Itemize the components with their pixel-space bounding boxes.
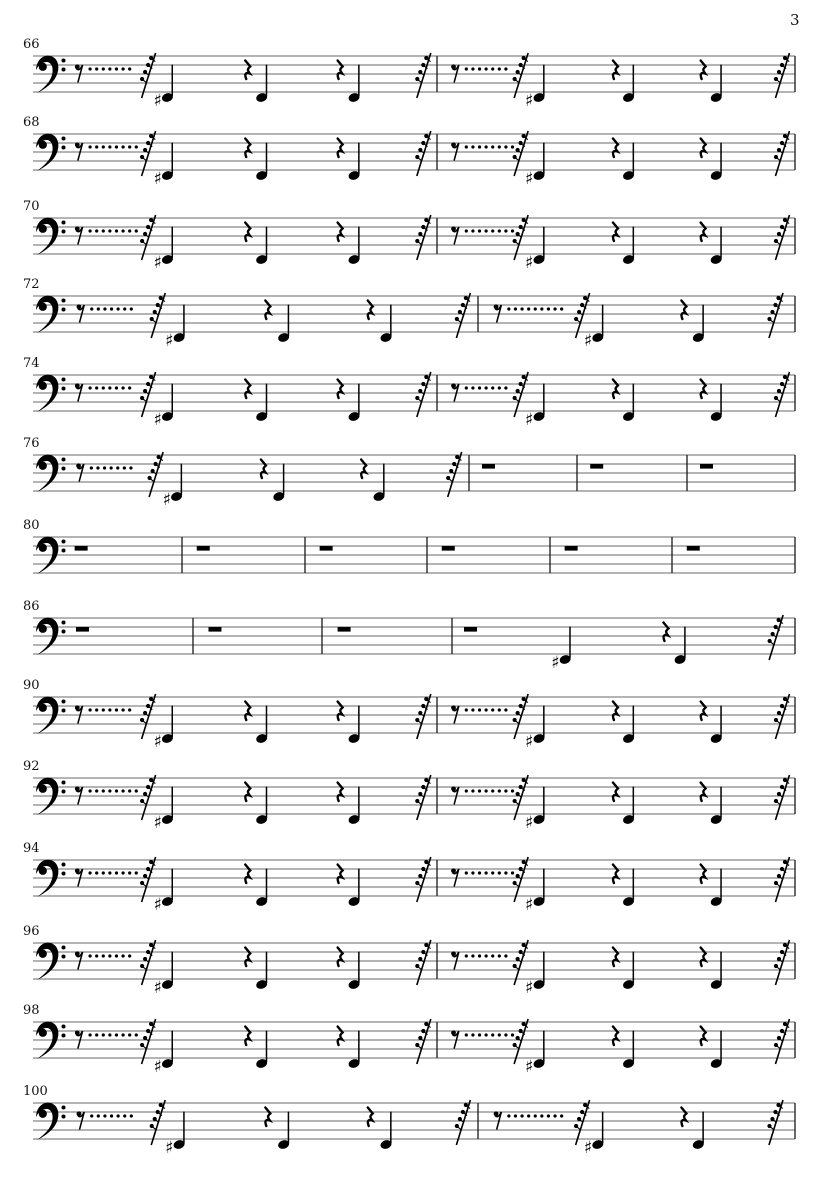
grace-slash-figure <box>774 131 790 176</box>
sharp-accidental: ♯ <box>525 978 534 998</box>
measure-number: 86 <box>23 599 40 614</box>
quarter-rest <box>265 301 270 320</box>
grace-slash-figure <box>774 694 790 739</box>
grace-slash-figure <box>415 940 431 985</box>
quarter-note-sharp <box>525 143 546 190</box>
grace-slash-figure <box>774 857 790 902</box>
eighth-rest-dotted-run <box>451 1030 514 1048</box>
quarter-note <box>347 787 360 826</box>
quarter-rest <box>701 139 706 158</box>
grace-slash-figure <box>415 53 431 98</box>
grace-slash-figure <box>415 857 431 902</box>
whole-rest <box>700 464 713 469</box>
quarter-rest <box>368 1108 373 1127</box>
quarter-rest <box>338 61 343 80</box>
whole-rest <box>464 627 477 632</box>
quarter-note-sharp <box>525 952 546 999</box>
sharp-accidental: ♯ <box>525 1057 534 1077</box>
quarter-note-sharp <box>153 787 174 834</box>
eighth-rest-dotted-run <box>451 868 514 886</box>
grace-slash-figure <box>415 1019 431 1064</box>
whole-rest <box>197 546 210 551</box>
quarter-note-sharp <box>153 227 174 274</box>
quarter-note <box>622 1031 635 1070</box>
eighth-rest-dotted-run <box>451 64 507 82</box>
quarter-note-sharp <box>153 1031 174 1078</box>
quarter-note-sharp <box>525 787 546 834</box>
quarter-rest <box>338 380 343 399</box>
measure-number: 90 <box>23 678 40 693</box>
quarter-note <box>255 706 268 745</box>
quarter-rest <box>701 865 706 884</box>
quarter-rest <box>368 301 373 320</box>
quarter-rest <box>245 1027 250 1046</box>
eighth-rest-dotted-run <box>76 463 132 481</box>
quarter-rest <box>338 865 343 884</box>
system-72 <box>23 277 795 351</box>
quarter-note <box>255 384 268 423</box>
quarter-note <box>622 869 635 908</box>
quarter-note <box>622 384 635 423</box>
quarter-note <box>255 952 268 991</box>
quarter-rest <box>701 380 706 399</box>
sharp-accidental: ♯ <box>583 331 593 351</box>
eighth-rest-dotted-run <box>75 383 131 401</box>
quarter-rest <box>361 460 366 479</box>
quarter-note <box>622 65 635 104</box>
grace-slash-figure <box>415 131 431 176</box>
measure-number: 70 <box>23 199 40 214</box>
whole-rest <box>590 464 603 469</box>
sharp-accidental: ♯ <box>525 895 534 915</box>
quarter-note <box>692 1112 705 1151</box>
eighth-rest-dotted-run <box>75 226 138 244</box>
quarter-rest <box>245 139 250 158</box>
grace-slash-figure <box>415 372 431 417</box>
quarter-note <box>347 65 360 104</box>
quarter-note <box>710 952 723 991</box>
sharp-accidental: ♯ <box>525 732 534 752</box>
sharp-accidental: ♯ <box>153 732 162 752</box>
grace-slash-figure <box>415 775 431 820</box>
eighth-rest-dotted-run <box>451 951 507 969</box>
whole-rest <box>75 546 88 551</box>
eighth-rest-dotted-run <box>451 786 514 804</box>
sharp-accidental: ♯ <box>153 1057 162 1077</box>
quarter-note <box>347 1031 360 1070</box>
grace-slash-figure <box>455 293 471 338</box>
quarter-note-sharp <box>153 143 174 190</box>
measure-number: 66 <box>23 37 40 52</box>
quarter-note <box>272 464 285 503</box>
eighth-rest-dotted-run <box>494 304 564 322</box>
grace-slash-figure <box>455 1100 471 1145</box>
system-94 <box>23 841 795 915</box>
quarter-rest <box>613 61 618 80</box>
sharp-accidental: ♯ <box>165 331 174 351</box>
whole-rest <box>338 627 351 632</box>
grace-slash-figure <box>150 293 166 338</box>
sharp-accidental: ♯ <box>551 653 560 673</box>
quarter-note <box>277 305 290 344</box>
quarter-rest <box>613 1027 618 1046</box>
sharp-accidental: ♯ <box>153 978 162 998</box>
quarter-rest <box>613 139 618 158</box>
quarter-note <box>255 1031 268 1070</box>
quarter-note-sharp <box>153 65 174 112</box>
grace-slash-figure <box>768 615 784 660</box>
sharp-accidental: ♯ <box>583 1138 593 1158</box>
system-90 <box>23 678 795 752</box>
quarter-rest <box>245 223 250 242</box>
measure-number: 94 <box>23 841 40 856</box>
quarter-note <box>379 305 392 344</box>
quarter-note-sharp <box>525 1031 546 1078</box>
quarter-note-sharp <box>165 1112 186 1159</box>
eighth-rest-dotted-run <box>75 142 138 160</box>
quarter-note-sharp <box>525 65 546 112</box>
whole-rest <box>208 627 221 632</box>
sharp-accidental: ♯ <box>153 91 162 111</box>
sharp-accidental: ♯ <box>525 253 534 273</box>
quarter-note-sharp <box>584 1112 605 1159</box>
eighth-rest-dotted-run <box>451 383 507 401</box>
quarter-note <box>277 1112 290 1151</box>
grace-slash-figure <box>774 775 790 820</box>
quarter-note <box>710 706 723 745</box>
quarter-rest <box>245 783 250 802</box>
quarter-rest <box>663 623 668 642</box>
quarter-note <box>710 869 723 908</box>
measure-number: 92 <box>23 759 40 774</box>
sharp-accidental: ♯ <box>525 813 534 833</box>
sharp-accidental: ♯ <box>153 253 162 273</box>
grace-slash-figure <box>150 1100 166 1145</box>
eighth-rest-dotted-run <box>451 142 514 160</box>
eighth-rest-dotted-run <box>494 1111 564 1129</box>
system-86 <box>23 599 795 673</box>
quarter-note <box>710 787 723 826</box>
measure-number: 76 <box>23 436 40 451</box>
system-92 <box>23 759 795 833</box>
quarter-note-sharp <box>525 706 546 753</box>
sharp-accidental: ♯ <box>165 1138 174 1158</box>
grace-slash-figure <box>774 1019 790 1064</box>
quarter-rest <box>338 783 343 802</box>
sharp-accidental: ♯ <box>153 169 162 189</box>
whole-rest <box>687 546 700 551</box>
grace-slash-figure <box>774 215 790 260</box>
eighth-rest-dotted-run <box>75 951 131 969</box>
system-74 <box>23 356 795 430</box>
grace-slash-figure <box>148 452 164 497</box>
quarter-rest <box>245 380 250 399</box>
quarter-rest <box>701 783 706 802</box>
measure-number: 100 <box>23 1084 48 1099</box>
quarter-note-sharp <box>551 627 572 674</box>
measure-number: 68 <box>23 115 40 130</box>
quarter-note <box>622 787 635 826</box>
sharp-accidental: ♯ <box>525 169 534 189</box>
system-96 <box>23 924 795 998</box>
system-100 <box>23 1084 795 1158</box>
quarter-note <box>347 143 360 182</box>
eighth-rest-dotted-run <box>77 304 133 322</box>
sharp-accidental: ♯ <box>153 895 162 915</box>
quarter-note-sharp <box>153 869 174 916</box>
measure-number: 72 <box>23 277 40 292</box>
quarter-rest <box>613 380 618 399</box>
eighth-rest-dotted-run <box>451 226 514 244</box>
grace-slash-figure <box>415 215 431 260</box>
quarter-note <box>347 227 360 266</box>
quarter-rest <box>245 948 250 967</box>
quarter-note <box>622 227 635 266</box>
quarter-note <box>255 787 268 826</box>
quarter-note <box>710 227 723 266</box>
quarter-note <box>673 627 686 666</box>
quarter-note <box>622 706 635 745</box>
quarter-rest <box>613 783 618 802</box>
quarter-note-sharp <box>525 869 546 916</box>
quarter-note <box>255 227 268 266</box>
system-98 <box>23 1003 795 1077</box>
quarter-rest <box>245 865 250 884</box>
quarter-rest <box>613 223 618 242</box>
sharp-accidental: ♯ <box>153 813 162 833</box>
quarter-rest <box>338 139 343 158</box>
whole-rest <box>76 627 89 632</box>
whole-rest <box>565 546 578 551</box>
quarter-rest <box>338 223 343 242</box>
quarter-note-sharp <box>525 227 546 274</box>
quarter-note-sharp <box>165 305 186 352</box>
quarter-rest <box>701 1027 706 1046</box>
system-76 <box>23 436 795 510</box>
quarter-note <box>255 65 268 104</box>
measure-number: 96 <box>23 924 40 939</box>
eighth-rest-dotted-run <box>77 1111 133 1129</box>
quarter-rest <box>338 702 343 721</box>
quarter-note-sharp <box>163 464 184 511</box>
system-70 <box>23 199 795 273</box>
quarter-note <box>710 1031 723 1070</box>
quarter-note <box>379 1112 392 1151</box>
grace-slash-figure <box>774 372 790 417</box>
quarter-rest <box>261 460 266 479</box>
quarter-note <box>347 952 360 991</box>
grace-slash-figure <box>446 452 462 497</box>
sharp-accidental: ♯ <box>153 410 162 430</box>
whole-rest <box>320 546 333 551</box>
quarter-note <box>255 869 268 908</box>
quarter-note <box>347 869 360 908</box>
page-number: 3 <box>790 11 800 29</box>
quarter-note-sharp <box>525 384 546 431</box>
quarter-note <box>710 384 723 423</box>
quarter-rest <box>701 702 706 721</box>
quarter-rest <box>681 301 686 320</box>
eighth-rest-dotted-run <box>75 1030 138 1048</box>
quarter-rest <box>613 948 618 967</box>
whole-rest <box>482 464 495 469</box>
quarter-rest <box>245 61 250 80</box>
eighth-rest-dotted-run <box>75 64 131 82</box>
quarter-note <box>347 384 360 423</box>
eighth-rest-dotted-run <box>75 786 138 804</box>
measure-number: 80 <box>23 518 40 533</box>
quarter-note-sharp <box>153 952 174 999</box>
sharp-accidental: ♯ <box>525 410 534 430</box>
quarter-rest <box>245 702 250 721</box>
system-66 <box>23 37 795 111</box>
quarter-note <box>255 143 268 182</box>
quarter-rest <box>265 1108 270 1127</box>
system-68 <box>23 115 795 189</box>
quarter-rest <box>338 948 343 967</box>
eighth-rest-dotted-run <box>451 705 507 723</box>
quarter-rest <box>701 948 706 967</box>
sharp-accidental: ♯ <box>162 490 171 510</box>
quarter-note-sharp <box>153 706 174 753</box>
quarter-rest <box>613 702 618 721</box>
quarter-rest <box>338 1027 343 1046</box>
grace-slash-figure <box>774 53 790 98</box>
sharp-accidental: ♯ <box>525 91 534 111</box>
eighth-rest-dotted-run <box>75 705 131 723</box>
whole-rest <box>442 546 455 551</box>
eighth-rest-dotted-run <box>75 868 138 886</box>
quarter-rest <box>701 61 706 80</box>
grace-slash-figure <box>767 293 783 338</box>
quarter-note <box>692 305 705 344</box>
quarter-note-sharp <box>153 384 174 431</box>
measure-number: 74 <box>23 356 40 371</box>
quarter-rest <box>681 1108 686 1127</box>
grace-slash-figure <box>774 940 790 985</box>
quarter-note <box>710 143 723 182</box>
quarter-note <box>622 143 635 182</box>
quarter-note <box>622 952 635 991</box>
quarter-rest <box>701 223 706 242</box>
system-80 <box>23 518 795 574</box>
quarter-note <box>347 706 360 745</box>
quarter-note <box>372 464 385 503</box>
measure-number: 98 <box>23 1003 40 1018</box>
quarter-note-sharp <box>584 305 605 352</box>
quarter-rest <box>613 865 618 884</box>
grace-slash-figure <box>767 1100 783 1145</box>
grace-slash-figure <box>415 694 431 739</box>
quarter-note <box>710 65 723 104</box>
